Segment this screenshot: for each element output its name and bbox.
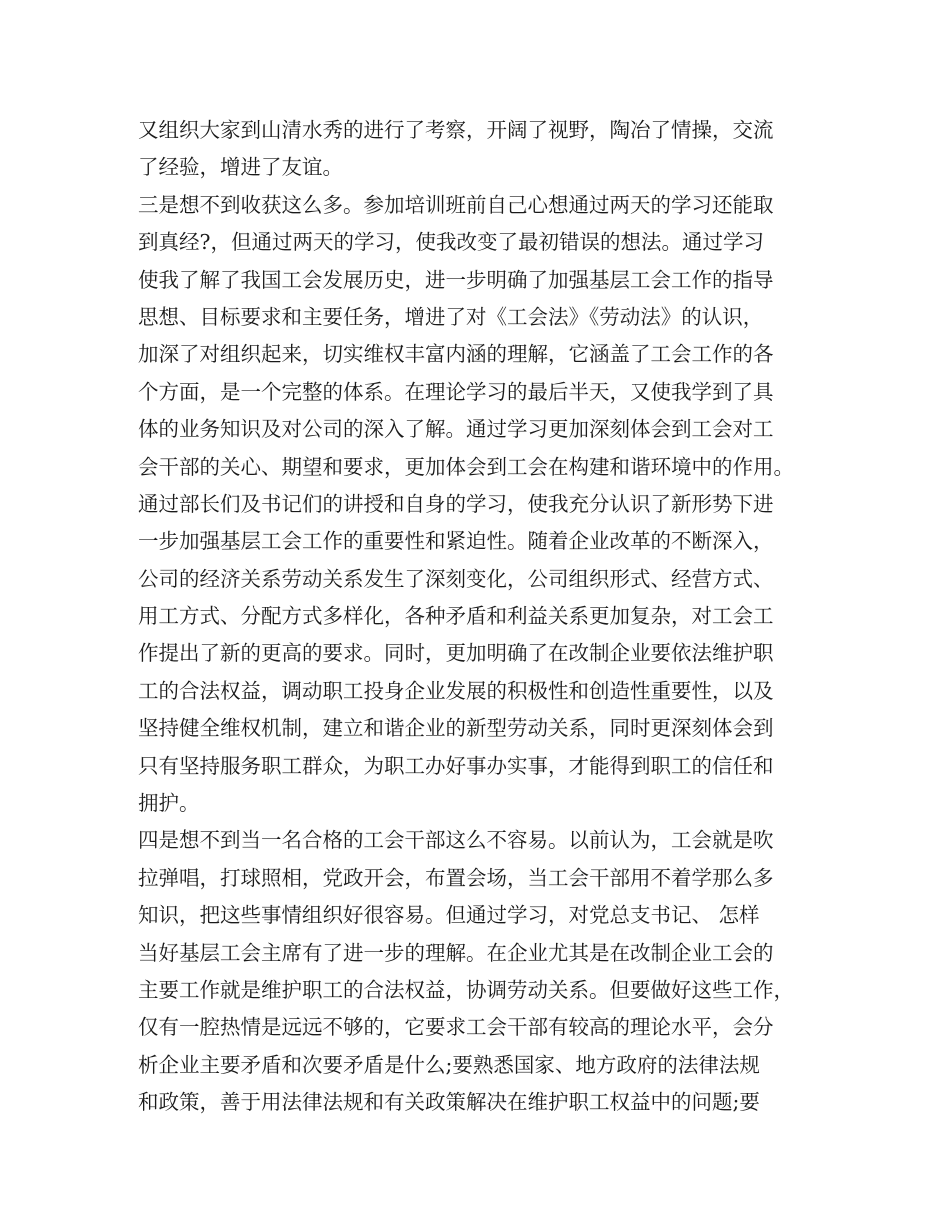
- text-line: 拉弹唱，打球照相，党政开会，布置会场，当工会干部用不着学那么多: [138, 865, 774, 890]
- text-line: 了经验，增进了友谊。: [138, 155, 343, 180]
- text-line: 使我了解了我国工会发展历史，进一步明确了加强基层工会工作的指导: [138, 267, 774, 292]
- text-line: 又组织大家到山清水秀的进行了考察，开阔了视野，陶冶了情操，交流: [138, 118, 774, 142]
- text-line: 通过部长们及书记们的讲授和自身的学习，使我充分认识了新形势下进: [138, 491, 774, 516]
- text-line: 只有坚持服务职工群众，为职工办好事办实事，才能得到职工的信任和: [138, 753, 774, 778]
- text-line: 作提出了新的更高的要求。同时，更加明确了在改制企业要依法维护职: [138, 641, 774, 666]
- text-line: 拥护。: [138, 791, 200, 816]
- text-line: 会干部的关心、期望和要求，更加体会到工会在构建和谐环境中的作用。: [138, 454, 794, 479]
- text-line: 用工方式、分配方式多样化，各种矛盾和利益关系更加复杂，对工会工: [138, 604, 774, 629]
- text-line: 公司的经济关系劳动关系发生了深刻变化，公司组织形式、经营方式、: [138, 566, 774, 591]
- text-line: 坚持健全维权机制，建立和谐企业的新型劳动关系，同时更深刻体会到: [138, 716, 774, 741]
- text-line: 主要工作就是维护职工的合法权益，协调劳动关系。但要做好这些工作，: [138, 977, 794, 1002]
- text-line: 工的合法权益，调动职工投身企业发展的积极性和创造性重要性，以及: [138, 678, 774, 703]
- text-line: 体的业务知识及对公司的深入了解。通过学习更加深刻体会到工会对工: [138, 417, 774, 442]
- text-line: 四是想不到当一名合格的工会干部这么不容易。以前认为，工会就是吹: [138, 828, 774, 853]
- text-line: 仅有一腔热情是远远不够的，它要求工会干部有较高的理论水平，会分: [138, 1015, 774, 1040]
- text-line: 三是想不到收获这么多。参加培训班前自己心想通过两天的学习还能取: [138, 192, 774, 217]
- text-line: 个方面，是一个完整的体系。在理论学习的最后半天，又使我学到了具: [138, 379, 774, 404]
- text-line: 到真经?，但通过两天的学习，使我改变了最初错误的想法。通过学习: [138, 230, 764, 255]
- text-line: 一步加强基层工会工作的重要性和紧迫性。随着企业改革的不断深入，: [138, 529, 774, 554]
- document-body-text: [138, 112, 828, 1122]
- text-line: 加深了对组织起来，切实维权丰富内涵的理解，它涵盖了工会工作的各: [138, 342, 774, 367]
- text-line: 当好基层工会主席有了进一步的理解。在企业尤其是在改制企业工会的: [138, 940, 774, 965]
- text-line: 析企业主要矛盾和次要矛盾是什么;要熟悉国家、地方政府的法律法规: [138, 1052, 760, 1077]
- text-line: 思想、目标要求和主要任务，增进了对《工会法》《劳动法》的认识，: [138, 304, 764, 329]
- text-line: 和政策，善于用法律法规和有关政策解决在维护职工权益中的问题;要: [138, 1090, 760, 1115]
- text-line: 知识，把这些事情组织好很容易。但通过学习，对党总支书记、 怎样: [138, 903, 760, 928]
